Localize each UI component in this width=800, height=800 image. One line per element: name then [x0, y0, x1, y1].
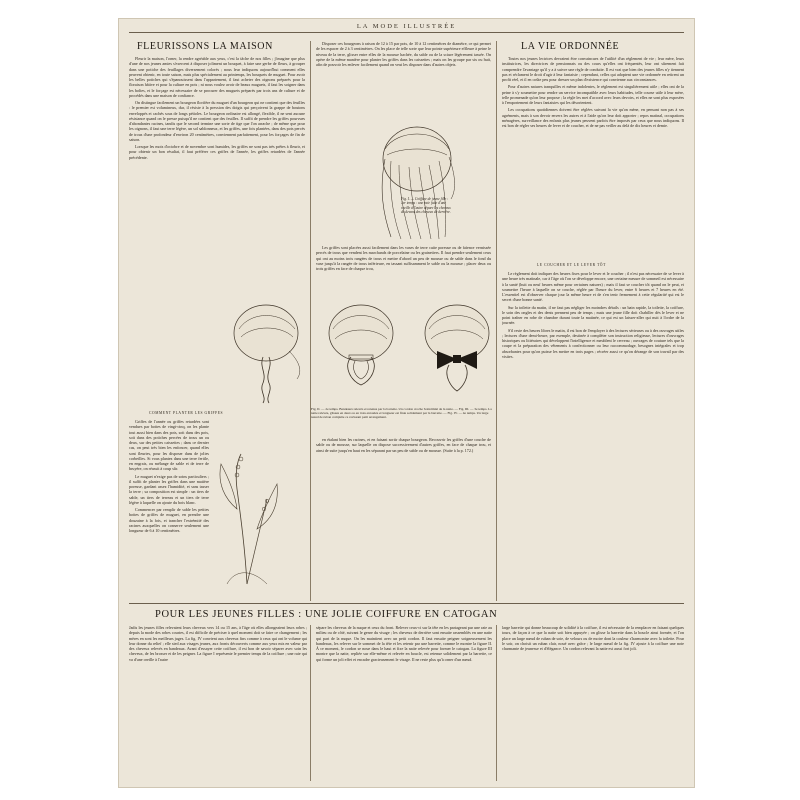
- figure-4-drawing: [425, 305, 489, 391]
- subheading-right: LE COUCHER ET LE LEVER TÔT: [537, 263, 606, 267]
- lily-of-the-valley-illustration: [207, 449, 287, 589]
- middle-article-top: [316, 41, 491, 113]
- article-title-right: LA VIE ORDONNÉE: [521, 41, 620, 52]
- paragraph: Les griffes sont placées aussi facilement dans les vases de terre cuite poreuse ou de faïence vernissée percés de trous que vendent les marchands de porcelaine ou les grainetiers. Il faut prendre seulement ceux qui ont au moins trois rangées de trous et mettre d'abord un peu de mousse ou de sable dans le fond du vase jusqu'à la rangée de trous inférieure, en tassant suffisamment le sable ou la mousse ; placer deux ou trois griffes en face de chaque trou,: [316, 245, 491, 271]
- subheading-left: COMMENT PLANTER LES GRIFFES: [149, 411, 224, 415]
- paragraph: Fleurir la maison, l'orner, la rendre agréable aux yeux, c'est la tâche de nos filles ; j'imagine que plus d'une de nos jeunes amies s'exercent à disposer joliment un bouquet, à faire une gerbe de fleurs, à grouper dans une potiche des feuillages diversement colorés ; nous leur indiquons aujourd'hui comment elles peuvent obtenir, en toute saison, mais plus spécialement au printemps, les bouquets de muguet. Pour avoir les belles potiches qui s'épanouissent dans l'appartement, il faut acheter des oignons préparés pour la floraison hâtive et pour la culture en pots ; ni nous voulez avoir de beaux muguets, il faut les soigner dans les boîtes, et le forçage est nécessaire de se procurer des muguets préparés par trois ans de culture et de procédés dans une maison de confiance.: [129, 56, 305, 98]
- figures-2-3-4-coiffure-illustration: [211, 295, 503, 405]
- figure-1-caption: Fig. I. — Coiffure de jeune fille : 1er temps : une raie faite d'une oreille à l'autre sépare les cheveux de devant des cheveux de derrière.: [401, 197, 451, 214]
- bottom-column-3: large barrette qui donne beaucoup de solidité à la coiffure, il est nécessaire de la remplacer en faisant quelques tours, de façon à ce que la natte soit bien appuyée ; on glisse la barrette dans la boucle ainsi formée, et l'on place un large nœud de ruban de soie, de velours ou de moire dont la couleur s'harmonise avec la toilette. Pour le soir, on choisit un ruban clair, noué avec grâce ; le large nœud de la fig. IV ajoute à la coiffure une note charmante de jeunesse et d'élégance. Un cordon relevant la natte est aussi fort joli.: [502, 625, 684, 651]
- article-title-left: FLEURISSONS LA MAISON: [137, 41, 273, 52]
- paragraph: Lorsque les mois d'octobre et de novembre sont humides, les griffes ne sont pas très prêtes à fleurir, et pour obtenir un bon résultat, il faut préférer ces griffes de l'année, les griffes retardées de l'année précédente.: [129, 144, 305, 160]
- bottom-column-2: sépare les cheveux de la nuque et ceux du front. Relever ceux-ci sur la tête en les partageant par une raie au milieu ou de côté, suivant le genre du visage ; les cheveux de derrière sont ensuite rassemblés en une natte qui part de la nuque. On les maintient avec un petit cordon. Il faut ensuite peigner soigneusement les bandeaux, les relever sur le sommet de la tête et les retenir par une barrette, comme le montre la figure II. À ce moment, le cordon se noue dans le haut et fixe la natte relevée pour former le catogan. La figure III montre que la natte, repliée sur elle-même et relevée en boucle, est retenue solidement par la barrette, ce qui forme un joli effet et encadre gracieusement le visage. Il ne reste plus qu'à orner d'un nœud.: [316, 625, 492, 662]
- header-rule: [129, 32, 684, 33]
- left-narrow-column: [129, 419, 209, 594]
- paragraph: Commencer par remplir de sable les petites bottes de griffes de muguet, en prendre une douzaine à la fois, et trancher l'extrémité des racines auxquelles on conserve seulement une longueur de 6 à 10 centimètres.: [129, 507, 209, 533]
- figures-2-4-caption: Fig. II. — 2e temps. Bandeaux relevés et retenus par la barrette. Un cordon croche l'extrémité de la natte. — Fig. III. — 3e temps. La natte relevée, glissée en deux ou en trois enroulée et longueur est finie solidement par la barrette. — Fig. IV. — 4e temps. Un large nœud de ruban complète ce ravissant petit arrangement.: [311, 407, 492, 419]
- article-title-bottom: POUR LES JEUNES FILLES : UNE JOLIE COIFFURE EN CATOGAN: [155, 609, 498, 620]
- paragraph: Les occupations quotidiennes doivent être réglées suivant la vie qu'on mène, en pensant non pas à ses agréments, mais à son devoir envers les autres et à l'aide qu'on leur doit apporter ; repos matinal, occupations ménagères, surveillance des enfants plus jeunes peuvent parfois être imposés par ceux que nous indiquons. Il est bon de régler ses heures de lever et de coucher, et de ne pas veiller au delà de dix heures et demie.: [502, 107, 684, 128]
- paragraph: Toutes nos jeunes lectrices devraient être convaincues de l'utilité d'un règlement de vie ; leur mère, leurs institutrices, les directrices de pensionnats ou des cours qu'elles ont fréquentés, leur ont sûrement fait comprendre l'avantage qu'il y a à suivre une règle de conduite. Il est vrai que bien des jeunes filles n'y tiennent pas et réclament le droit d'agir à leur fantaisie ; cependant, celles qui adoptent une vie ordonnée en retirent un profit réel, et il en coûte peu pour dresser un plan d'existence qui convienne aux circonstances.: [502, 56, 684, 82]
- right-article-body-2: [502, 271, 684, 601]
- running-title: LA MODE ILLUSTRÉE: [356, 23, 457, 30]
- section-rule: [129, 603, 684, 604]
- column-rule: [496, 625, 497, 781]
- figure-2-drawing: [234, 305, 300, 403]
- middle-article-bottom: [316, 437, 491, 601]
- figure-3-drawing: [329, 305, 393, 385]
- bottom-column-1: Jadis les jeunes filles relevaient leurs cheveux vers 14 ou 15 ans, à l'âge où elles allongeaient leurs robes ; depuis la mode des robes courtes, il est difficile de préciser à quel moment doit se faire ce changement ; les mères en sont les meilleurs juges. La fig. IV convient aux cheveux fins comme à ceux qui ont le volume qui leur donne du relief ; elle sied aux visages jeunes, aux fronts découverts comme aux yeux mis en valeur par des cheveux relevés en bandeaux. Avant d'essayer cette coiffure, il est bon de savoir séparer avec soin les cheveux, de les brosser et de les peigner. La figure I représente le premier temps de la coiffure ; une raie qui va d'une oreille à l'autre: [129, 625, 307, 662]
- paragraph: en étalant bien les racines, et en faisant sortir chaque bourgeon. Recouvrir les griffes d'une couche de sable ou de mousse, sur laquelle on dispose successivement d'autres griffes, en face de chaque trou, et ainsi de suite jusqu'en haut en les séparant par un peu de sable ou de mousse. (Suite à la p. 172.): [316, 437, 491, 453]
- paragraph: On distingue facilement un bourgeon florifère du muguet d'un bourgeon qui ne contient que des feuilles : le premier est volumineux, dur, il résiste à la pression des doigts qui perçoivent la grappe de boutons enveloppés et cachés sous de longs pétioles. Le bourgeon ordinaire est allongé, flexible, il ne sent aucune résistance quand on le presse puisqu'il ne contient que des feuilles. Il suffit de prendre les griffes pourvues d'abondantes racines, tandis que le second termine une sorte de tige que l'on arrache ; de même que pour les oignons, il faut une terre légère, un sol sablonneux, et les griffes, une fois plantées, dans des pots percés de trous d'une profondeur d'environ 20 centimètres, conviennent parfaitement, pour les forçages de fin de saison.: [129, 100, 305, 142]
- column-rule: [310, 625, 311, 781]
- paragraph: Pour d'autres natures tranquilles et même indolentes, le règlement est singulièrement utile ; elles ont de la peine à s'y soumettre pour rendre un service incompatible avec leurs habitudes, telle course utile à leur mère, telle promenade qu'on leur propose ; la règle les met d'accord avec leurs devoirs, et elles ne sont plus exposées à l'emportement de leurs fantaisies qui les désorientent.: [502, 84, 684, 105]
- magazine-page: [118, 18, 695, 788]
- paragraph: Le muguet n'exige pas de soins particuliers ; il suffit de planter les griffes dans une matière poreuse, gardant assez l'humidité, et sans tasser la terre ; sa composition est simple : un tiers de sable, un tiers de terreau et un tiers de terre légère à laquelle on ajoute du bois blanc.: [129, 473, 209, 505]
- paragraph: Griffes de l'année ou griffes retardées sont vendues par bottes de vingt-cinq, on les plante tout aussi bien dans des pots, soit dans des pots, soit dans des potiches percées de trous un ou deux, sur des petites caissettes ; dans ce dernier cas, on peut très bien les enfoncer, quand elles sont fleuries, pour les disposer dans de jolies corbeilles. Si vous plantez dans une terre fertile, en engrais, ou mélange de sable et de terre de bruyère, on réussit à coup sûr.: [129, 419, 209, 472]
- paragraph: Sur la toilette du matin, il ne faut pas négliger les moindres détails : un bain rapide, la toilette, la coiffure, le soin des ongles et des dents prennent peu de temps ; mais une jeune fille doit s'habiller dès le lever et ne point traîner en robe de chambre durant toute la matinée, ce qui est un laisser-aller qui nuit à l'ordre de la journée.: [502, 304, 684, 326]
- paragraph: Le règlement doit indiquer des heures fixes pour le lever et le coucher ; il n'est pas nécessaire de se lever à une heure très matinale, car à l'âge où l'on se développe encore, une certaine mesure de sommeil est nécessaire à la santé (huit ou neuf heures même pour certaines natures) ; mais il faut se coucher tôt quand on le peut, et soumettre l'heure à laquelle on se couche, réglée par l'heure du lever, entre 6 heures et 7 heures en été. L'essentiel est d'observer chaque jour la même heure et de s'en tenir fermement à cette régularité qui est le secret d'une bonne santé.: [502, 271, 684, 303]
- left-column-end: [211, 587, 307, 607]
- paragraph: Disposer ces bourgeons à raison de 12 à 15 par pots, de 10 à 12 centimètres de diamètre, ce qui permet de les espacer de 2 à 3 centimètres. On les place de telle sorte que leur pointe supérieure effleure à peine le niveau de la terre, glisser entre elles de la mousse hachée, du sable ou de la sciure légèrement tassée. On opère de la même manière pour planter les griffes dans les caissettes ; mais on les groupe par six ou huit, afin de pouvoir les enlever facilement quand on veut les disposer dans d'autres objets.: [316, 41, 491, 67]
- column-rule: [496, 41, 497, 601]
- right-article-body: [502, 56, 684, 260]
- paragraph: S'il reste des heures libres le matin, il est bon de l'employer à des lectures sérieuses ou à des ouvrages utiles ; lectures d'une demi-heure, par exemple, destinée à compléter son instruction religieuse, lectures d'ouvrages historiques ou littéraires qui développent l'intelligence et meublent le cerveau ; ouvrages de couture tels que la coupe et la préparation des vêtements à confectionner ou leur raccommodage, besognes intégrales et trop absorbantes pour qu'on puisse les mettre en trois pages ; récréer aussi ce qu'on dérange de son travail par des visites.: [502, 327, 684, 359]
- middle-article-mid: [316, 245, 491, 290]
